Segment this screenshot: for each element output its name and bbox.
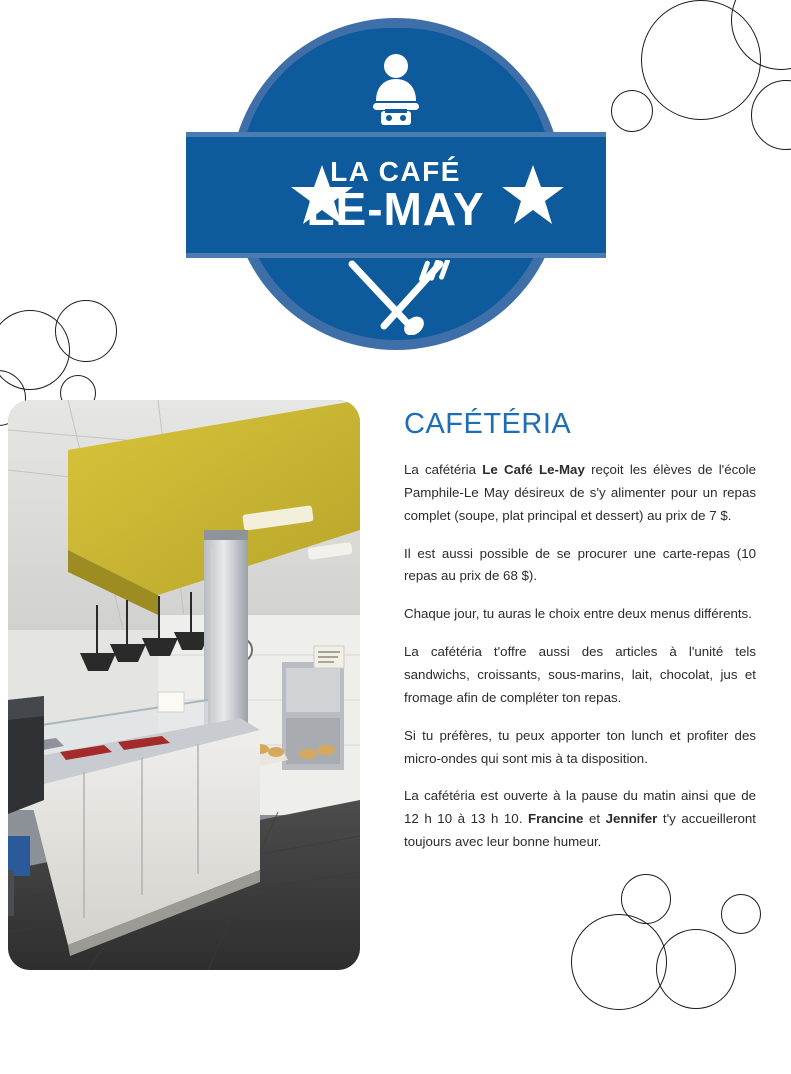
paragraph-hours: La cafétéria est ouverte à la pause du matin ainsi que de 12 h 10 à 13 h 10. Francine et Jennifer t'y accueilleront toujours avec leur bonne humeur. — [404, 788, 756, 850]
bubble-shape — [55, 300, 117, 362]
bubble-shape — [656, 929, 736, 1009]
bubble-shape — [721, 894, 761, 934]
bubble-shape — [731, 0, 791, 70]
bubble-shape — [0, 310, 70, 390]
bubble-shape — [611, 90, 653, 132]
decorative-bubbles-top-right — [601, 0, 791, 200]
paragraph-intro: La cafétéria Le Café Le-May reçoit les élèves de l'école Pamphile-Le May désireux de s'y alimenter pour un repas complet (soupe, plat principal et dessert) au prix de 7 $. — [404, 462, 756, 523]
paragraph-two-menus: Chaque jour, tu auras le choix entre deux menus différents. — [404, 606, 752, 622]
logo-banner — [186, 132, 606, 258]
cafeteria-text-column — [404, 400, 756, 854]
bubble-shape — [621, 874, 671, 924]
decorative-bubbles-bottom-right — [561, 874, 781, 1074]
logo-line1: LA CAFÉ — [330, 156, 461, 187]
cafeteria-serving-counter-photo — [8, 400, 360, 970]
logo-line2: LE-MAY — [306, 183, 485, 235]
fork-spoon-icon — [336, 260, 456, 335]
bubble-shape — [751, 80, 791, 150]
paragraph-microwaves: Si tu préfères, tu peux apporter ton lunch et profiter des micro-ondes qui sont mis à ta disposition. — [404, 727, 756, 766]
page-title: CAFÉTÉRIA — [404, 408, 572, 440]
paragraph-meal-card: Il est aussi possible de se procurer une carte-repas (10 repas au prix de 68 $). — [404, 545, 756, 584]
chef-cooking-icon — [359, 53, 433, 131]
paragraph-list — [404, 459, 756, 854]
cafeteria-logo — [206, 8, 586, 368]
bubble-shape — [571, 914, 667, 1010]
paragraph-a-la-carte: La cafétéria t'offre aussi des articles à l'unité tels sandwichs, croissants, sous-marins, lait, chocolat, jus et fromage afin de compléter ton repas. — [404, 644, 756, 705]
bubble-shape — [641, 0, 761, 120]
